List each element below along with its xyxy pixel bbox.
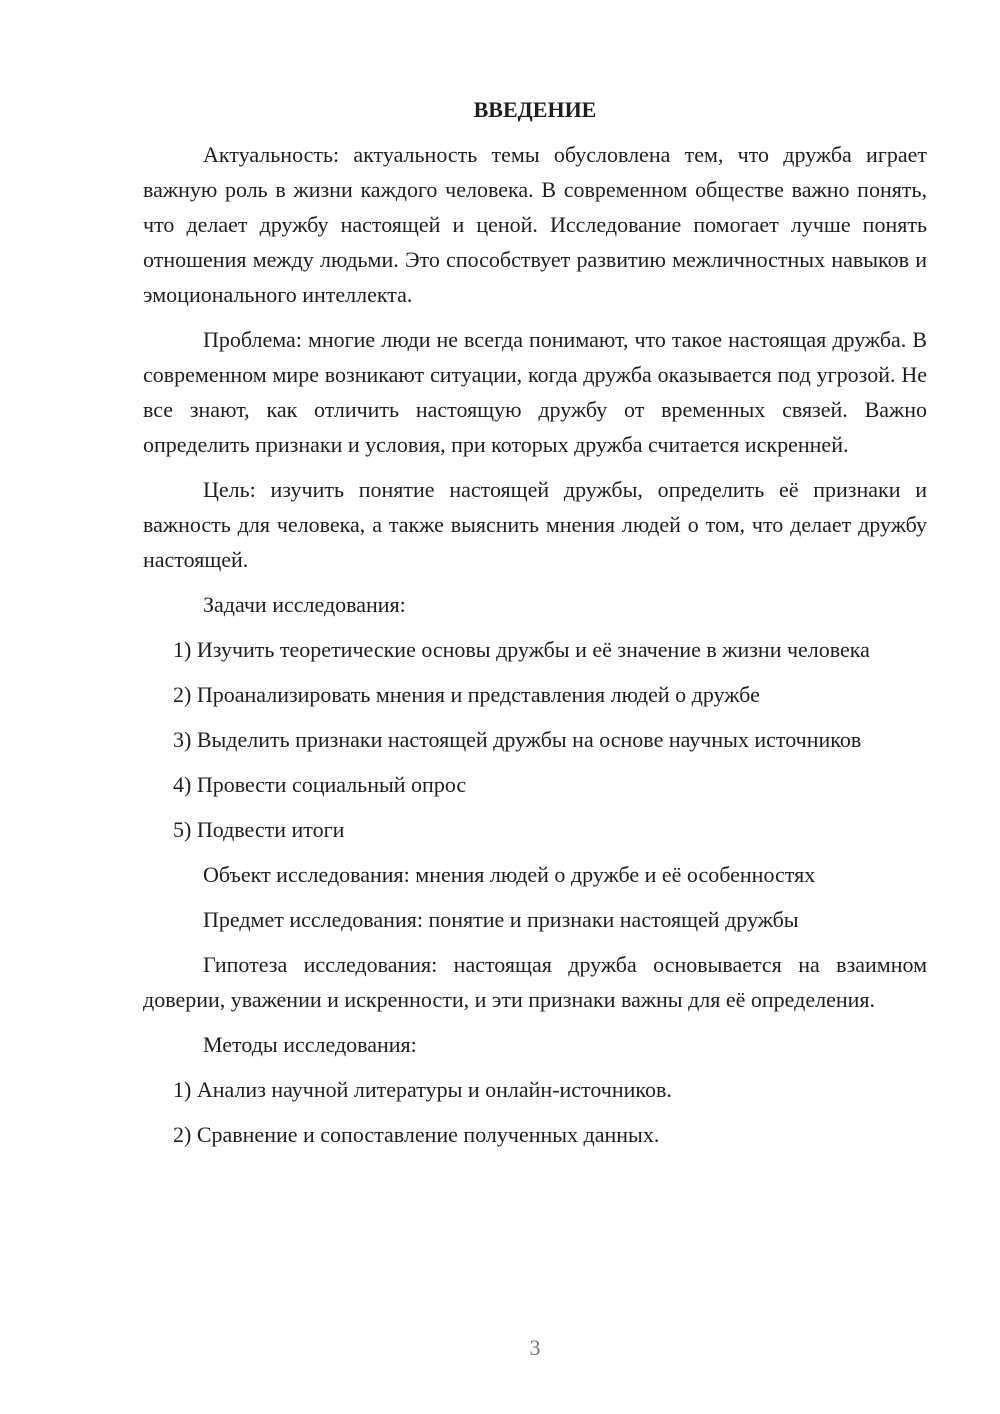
subject-paragraph: Предмет исследования: понятие и признаки настоящей дружбы (203, 907, 799, 932)
task-item: 1) Изучить теоретические основы дружбы и её значение в жизни человека (173, 637, 870, 662)
methods-title: Методы исследования: (203, 1032, 417, 1057)
object-paragraph: Объект исследования: мнения людей о дружбе и её особенностях (203, 862, 816, 887)
method-item: 1) Анализ научной литературы и онлайн-источников. (173, 1077, 672, 1102)
section-heading: ВВЕДЕНИЕ (473, 97, 597, 122)
task-item: 3) Выделить признаки настоящей дружбы на основе научных источников (173, 727, 862, 752)
relevance-paragraph: Актуальность: актуальность темы обусловлена тем, что дружба играет важную роль в жизни каждого человека. В современном обществе важно понять, что делает дружбу настоящей и ценой. Исследование помогает лучше понять отношения между людьми. Это способствует развитию межличностных навыков и эмоционального интеллекта. (143, 142, 927, 307)
page-content (143, 92, 927, 1162)
page-number: 3 (529, 1335, 541, 1360)
goal-paragraph: Цель: изучить понятие настоящей дружбы, определить её признаки и важность для человека, а также выяснить мнения людей о том, что делает дружбу настоящей. (143, 477, 927, 572)
hypothesis-paragraph: Гипотеза исследования: настоящая дружба основывается на взаимном доверии, уважении и искренности, и эти признаки важны для её определения. (143, 952, 927, 1012)
task-item: 2) Проанализировать мнения и представления людей о дружбе (173, 682, 760, 707)
method-item: 2) Сравнение и сопоставление полученных данных. (173, 1122, 660, 1147)
task-item: 4) Провести социальный опрос (173, 772, 467, 797)
task-item: 5) Подвести итоги (173, 817, 345, 842)
problem-paragraph: Проблема: многие люди не всегда понимают, что такое настоящая дружба. В современном мире возникают ситуации, когда дружба оказывается под угрозой. Не все знают, как отличить настоящую дружбу от временных связей. Важно определить признаки и условия, при которых дружба считается искренней. (143, 327, 927, 457)
tasks-title: Задачи исследования: (203, 592, 406, 617)
